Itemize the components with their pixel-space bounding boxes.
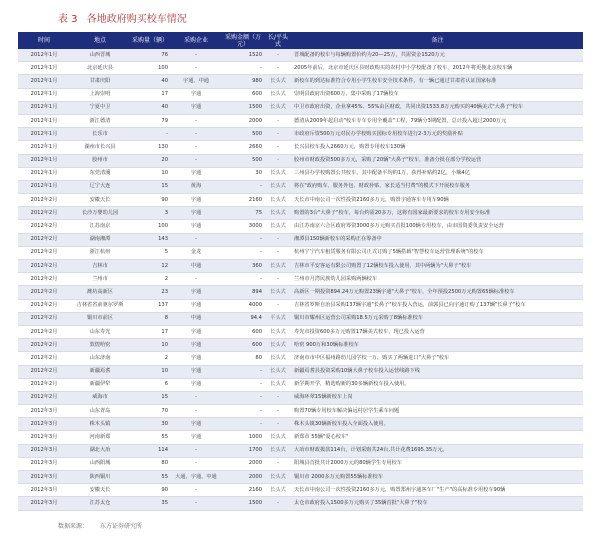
cell-quantity: 40 [130, 101, 170, 114]
table-row [18, 484, 583, 497]
cell-quantity: 55 [130, 471, 170, 484]
table-row [18, 325, 583, 338]
cell-location: 株木头镇 [70, 418, 130, 431]
cell-location: 上海崇明 [70, 88, 130, 101]
cell-amount: 1500 [222, 101, 264, 114]
cell-head-type: - [264, 405, 292, 418]
cell-quantity: 130 [130, 141, 170, 154]
cell-quantity: 3 [130, 207, 170, 220]
table-row [18, 352, 583, 365]
cell-date: 2012年3月 [18, 484, 70, 497]
table-body [18, 49, 583, 510]
header-amount: 采购金额（万元） [222, 32, 264, 49]
header-remarks: 备注 [292, 32, 583, 49]
source-label: 数据来源： [58, 523, 89, 530]
cell-date: 2012年2月 [18, 339, 70, 352]
cell-date: 2012年3月 [18, 405, 70, 418]
cell-date: 2012年1月 [18, 167, 70, 180]
cell-date: 2012年3月 [18, 444, 70, 457]
cell-amount: 30 [222, 167, 264, 180]
cell-quantity: 8 [130, 312, 170, 325]
cell-quantity: - [130, 128, 170, 141]
cell-date: 2012年1月 [18, 49, 70, 62]
cell-head-type: - [264, 114, 292, 127]
cell-quantity: 23 [130, 286, 170, 299]
cell-location: 山西阳城 [70, 457, 130, 470]
cell-head-type: - [264, 233, 292, 246]
cell-location: 东莞清溪 [70, 167, 130, 180]
cell-quantity: 17 [130, 88, 170, 101]
cell-amount: 2160 [222, 484, 264, 497]
cell-head-type: - [264, 154, 292, 167]
cell-head-type: - [264, 246, 292, 259]
cell-location: 新疆焉耆 [70, 365, 130, 378]
cell-date: 2012年1月 [18, 101, 70, 114]
cell-vendor: 宇通 [170, 167, 222, 180]
cell-date: 2012年3月 [18, 418, 70, 431]
cell-quantity: 137 [130, 299, 170, 312]
table-row [18, 497, 583, 510]
cell-vendor: 大通、宇通、中通 [170, 471, 222, 484]
cell-head-type: 长头式 [264, 207, 292, 220]
cell-location: 河南新郑 [70, 431, 130, 444]
cell-vendor: - [170, 273, 222, 286]
cell-quantity: 15 [130, 180, 170, 193]
cell-amount: 2160 [222, 194, 264, 207]
cell-date: 2012年1月 [18, 154, 70, 167]
cell-location: 威海市 [70, 391, 130, 404]
cell-remarks: 购置的3台"大鼻子"校车，每台约需20多万，这将有国家最新要求的校车专用安全标准 [292, 207, 583, 220]
cell-amount: 2000 [222, 471, 264, 484]
table-row [18, 88, 583, 101]
cell-remarks: 吉林市平安客运有限公司购置了12辆校车投入使用，其中两辆为"大鼻子"校车 [292, 260, 583, 273]
cell-amount: - [222, 62, 264, 75]
table-row [18, 62, 583, 75]
cell-vendor: 宇通 [170, 88, 222, 101]
table-row [18, 207, 583, 220]
cell-vendor: 宇通 [170, 286, 222, 299]
cell-vendor: - [170, 154, 222, 167]
cell-head-type: - [264, 141, 292, 154]
cell-location: 山东济南 [70, 352, 130, 365]
table-row [18, 128, 583, 141]
cell-remarks: 大冶市财政拨款114台，计划采购共24台,共计花费1695.35万元。 [292, 444, 583, 457]
cell-amount: 75 [222, 207, 264, 220]
table-row [18, 431, 583, 444]
cell-vendor: 中通 [170, 312, 222, 325]
table-row [18, 457, 583, 470]
cell-head-type: 长头式 [264, 365, 292, 378]
table-row [18, 273, 583, 286]
cell-head-type: 长头式 [264, 339, 292, 352]
cell-remarks: 将在"政府购车、服务外包、财政补贴、家长适当付费"的模式下开展校车服务 [292, 180, 583, 193]
cell-location: 湖州市长兴县 [70, 141, 130, 154]
cell-vendor: 金龙 [170, 246, 222, 259]
cell-remarks: 株木头镇30辆新校车投入全面投入使用。 [292, 418, 583, 431]
cell-vendor: - [170, 457, 222, 470]
cell-remarks: 三州县办学校购置公共校车，其中配备平均约1万，获得补贴约2亿，小额4亿 [292, 167, 583, 180]
cell-remarks: 铜川市 2000多万元购置55辆标准校车 [292, 471, 583, 484]
cell-head-type: - [264, 391, 292, 404]
cell-head-type: 长头式 [264, 194, 292, 207]
cell-head-type: 长头式 [264, 444, 292, 457]
cell-vendor: - [170, 405, 222, 418]
cell-date: 2012年1月 [18, 180, 70, 193]
cell-vendor: - [170, 497, 222, 510]
cell-location: 浙江德清 [70, 114, 130, 127]
cell-location: 吉林省省前驱尔罗斯 [70, 299, 130, 312]
cell-vendor: - [170, 141, 222, 154]
cell-quantity: 20 [130, 154, 170, 167]
cell-amount: - [222, 180, 264, 193]
cell-amount: 2660 [222, 141, 264, 154]
cell-location: 浙江杭州 [70, 246, 130, 259]
cell-quantity: 10 [130, 339, 170, 352]
cell-amount: 94.4 [222, 312, 264, 325]
cell-remarks: 购置70辆专用校车解决偏远村居学生乘车问题 [292, 405, 583, 418]
table-row [18, 101, 583, 114]
cell-amount: - [222, 418, 264, 431]
cell-amount: 2000 [222, 114, 264, 127]
cell-vendor: - [170, 114, 222, 127]
cell-location: 北京延庆县 [70, 62, 130, 75]
cell-location: 辽宁大连 [70, 180, 130, 193]
cell-head-type: 长头式 [264, 88, 292, 101]
cell-location: 新疆伊犁 [70, 378, 130, 391]
table-row [18, 114, 583, 127]
header-vendor: 采购企业 [170, 32, 222, 49]
cell-remarks: 太仓市政府投入1500多万元购买了35辆首批"大鼻子"校车 [292, 497, 583, 510]
cell-location: 江苏太仓 [70, 497, 130, 510]
table-row [18, 220, 583, 233]
cell-vendor: 宇通 [170, 352, 222, 365]
cell-remarks: 湘潭县150辆新校车的采购正在筹备中 [292, 233, 583, 246]
cell-date: 2012年1月 [18, 128, 70, 141]
cell-amount: - [222, 273, 264, 286]
cell-amount: - [222, 233, 264, 246]
cell-quantity: 100 [130, 220, 170, 233]
cell-date: 2012年2月 [18, 312, 70, 325]
cell-remarks: 天长市中南公司一次性投资2160多万元，购置宇通客车专用车90辆 [292, 194, 583, 207]
cell-vendor: 宇通 [170, 365, 222, 378]
cell-head-type: 长头式 [264, 325, 292, 338]
cell-remarks: 威海环翠15辆新校车上岗 [292, 391, 583, 404]
cell-amount: 360 [222, 260, 264, 273]
cell-amount: - [222, 365, 264, 378]
cell-location: 陕西铜川 [70, 471, 130, 484]
cell-quantity: 35 [130, 497, 170, 510]
cell-quantity: 10 [130, 167, 170, 180]
cell-remarks: 兰州市月湾民族幼儿园采购两辆校车 [292, 273, 583, 286]
cell-head-type: 长头式 [264, 471, 292, 484]
cell-date: 2012年2月 [18, 299, 70, 312]
cell-date: 2012年2月 [18, 233, 70, 246]
header-location: 地点 [70, 32, 130, 49]
table-row [18, 339, 583, 352]
table-row [18, 299, 583, 312]
cell-date: 2012年2月 [18, 260, 70, 273]
cell-amount: 894 [222, 286, 264, 299]
cell-quantity: 80 [130, 457, 170, 470]
cell-vendor: - [170, 233, 222, 246]
cell-head-type: 长头式 [264, 484, 292, 497]
cell-location: 长乐市 [70, 128, 130, 141]
cell-head-type: 平头式 [264, 312, 292, 325]
cell-vendor: 宇通 [170, 220, 222, 233]
cell-amount: 500 [222, 128, 264, 141]
cell-quantity: 143 [130, 233, 170, 246]
cell-amount: 1520 [222, 49, 264, 62]
cell-date: 2012年2月 [18, 273, 70, 286]
cell-head-type: - [264, 62, 292, 75]
table-row [18, 378, 583, 391]
cell-location: 胶州市 [70, 154, 130, 167]
cell-date: 2012年3月 [18, 497, 70, 510]
source-text: 东方证券研究所 [99, 523, 142, 530]
cell-quantity: 90 [130, 194, 170, 207]
cell-remarks: 铜川市耀州区运营公司采购18.5万元采购了8辆标准校车 [292, 312, 583, 325]
table-row [18, 246, 583, 259]
cell-quantity: 90 [130, 484, 170, 497]
cell-vendor: 宇通 [170, 431, 222, 444]
cell-head-type: 长头式 [264, 378, 292, 391]
cell-quantity: 114 [130, 444, 170, 457]
cell-vendor: 宇通 [170, 378, 222, 391]
cell-location: 兰州市 [70, 273, 130, 286]
cell-head-type: 长头式 [264, 220, 292, 233]
cell-head-type: 长头式 [264, 101, 292, 114]
cell-head-type: - [264, 128, 292, 141]
cell-date: 2012年2月 [18, 365, 70, 378]
cell-head-type: - [264, 49, 292, 62]
cell-vendor: - [170, 49, 222, 62]
header-head-type: 长/平头式 [264, 32, 292, 49]
cell-location: 山东青岛 [70, 405, 130, 418]
cell-vendor: 宇通 [170, 339, 222, 352]
cell-date: 2012年2月 [18, 207, 70, 220]
cell-amount: 4000 [222, 299, 264, 312]
cell-remarks: 新校车的到达标准符合专用小学生校车安全技术条件，有一辆已通过甘肃省认证国家标准 [292, 75, 583, 88]
cell-head-type: 长头式 [264, 75, 292, 88]
table-row [18, 286, 583, 299]
cell-quantity: 6 [130, 378, 170, 391]
cell-date: 2012年3月 [18, 471, 70, 484]
cell-date: 2012年3月 [18, 431, 70, 444]
table-row [18, 418, 583, 431]
cell-location: 山东寿光 [70, 325, 130, 338]
cell-quantity: 30 [130, 418, 170, 431]
cell-remarks: 胶州市财政投资500多万元，采购了20辆"大鼻子"校车，准备分批在部分学校运营 [292, 154, 583, 167]
cell-remarks: 济南市市中区福州路幼儿园学校一万，购买了两辆进口"大鼻子"校车 [292, 352, 583, 365]
cell-amount: 600 [222, 339, 264, 352]
table-row [18, 49, 583, 62]
cell-date: 2012年2月 [18, 325, 70, 338]
cell-head-type: 长头式 [264, 167, 292, 180]
cell-vendor: 宇通 [170, 194, 222, 207]
cell-date: 2012年2月 [18, 378, 70, 391]
cell-head-type: - [264, 497, 292, 510]
cell-date: 2012年1月 [18, 141, 70, 154]
cell-remarks: 天长市中南公司一次性投资2160多万元，购置郑州宇通客车厂"生产"的高标准专用校车90辆 [292, 484, 583, 497]
cell-amount: 2000 [222, 457, 264, 470]
cell-location: 湖南湘潭 [70, 233, 130, 246]
cell-vendor: 宇通 [170, 207, 222, 220]
cell-date: 2012年2月 [18, 391, 70, 404]
source-note [58, 521, 142, 530]
cell-vendor: 宇通 [170, 325, 222, 338]
cell-head-type: - [264, 299, 292, 312]
table-row [18, 405, 583, 418]
cell-head-type: - [264, 457, 292, 470]
cell-quantity: 15 [130, 391, 170, 404]
table-row [18, 365, 583, 378]
cell-amount: 600 [222, 88, 264, 101]
cell-quantity: 79 [130, 114, 170, 127]
cell-vendor: 黄海 [170, 180, 222, 193]
cell-location: 甘肃庆阳 [70, 75, 130, 88]
cell-quantity: 10 [130, 365, 170, 378]
cell-amount: 1500 [222, 497, 264, 510]
cell-vendor: - [170, 391, 222, 404]
cell-location: 吉林市 [70, 260, 130, 273]
table-row [18, 391, 583, 404]
cell-amount: - [222, 391, 264, 404]
cell-remarks: 阳城县首批共计2000万元的80辆学生专用校车 [292, 457, 583, 470]
table-row [18, 312, 583, 325]
table-row [18, 233, 583, 246]
table-row [18, 260, 583, 273]
cell-date: 2012年1月 [18, 75, 70, 88]
cell-head-type: 长头式 [264, 352, 292, 365]
cell-remarks: 吉林省罗斯自治县采购137辆宇通"长鼻子"校车投入营运，前郭县已向宇通订购了137辆"长鼻子"校车 [292, 299, 583, 312]
table-header-row [18, 32, 583, 49]
cell-date: 2012年2月 [18, 286, 70, 299]
table-row [18, 154, 583, 167]
cell-quantity: 100 [130, 62, 170, 75]
cell-location: 长沙万婴幼儿园 [70, 207, 130, 220]
cell-quantity: 55 [130, 431, 170, 444]
cell-date: 2012年1月 [18, 62, 70, 75]
cell-vendor: 宇通 [170, 101, 222, 114]
table-row [18, 444, 583, 457]
table-row [18, 141, 583, 154]
school-bus-purchase-table [18, 32, 583, 511]
cell-amount: 3000 [222, 220, 264, 233]
cell-location: 铜川市前区 [70, 312, 130, 325]
cell-amount: 80 [222, 352, 264, 365]
cell-remarks: 新疆焉耆县投资采购10辆大鼻子校车投入运营线路下线 [292, 365, 583, 378]
cell-remarks: 晋城配备的校车与每辆购置价约为20—25万，共需资金1520万元 [292, 49, 583, 62]
cell-remarks: 新郑市 55辆"爱心校车" [292, 431, 583, 444]
cell-location: 山西晋城 [70, 49, 130, 62]
table-title [58, 10, 187, 25]
cell-remarks: 长兴县校车投入2660万元，购置专用校车130辆 [292, 141, 583, 154]
cell-location: 宁夏中卫 [70, 101, 130, 114]
cell-remarks: 中卫市政府出资，企业拿45%、55%由区财政，共同出资1533.8万元购买的40辆美式"大鼻子"校车 [292, 101, 583, 114]
cell-quantity: 40 [130, 75, 170, 88]
cell-vendor: 宇通 [170, 299, 222, 312]
cell-quantity: 76 [130, 49, 170, 62]
header-quantity: 采购量（辆） [130, 32, 170, 49]
cell-amount: 600 [222, 325, 264, 338]
cell-date: 2012年3月 [18, 457, 70, 470]
cell-vendor: 宇通、中通 [170, 75, 222, 88]
table-row [18, 180, 583, 193]
cell-location: 潍坊高新区 [70, 286, 130, 299]
cell-head-type: 长头式 [264, 286, 292, 299]
cell-remarks: 哈密 900万和30辆标准校车 [292, 339, 583, 352]
cell-amount: - [222, 405, 264, 418]
header-date: 时间 [18, 32, 70, 49]
cell-vendor: - [170, 484, 222, 497]
cell-amount: 1700 [222, 444, 264, 457]
cell-vendor: 宇通 [170, 418, 222, 431]
cell-amount: 980 [222, 75, 264, 88]
cell-quantity: 2 [130, 352, 170, 365]
table-number: 表 3 [58, 14, 78, 25]
table-row [18, 194, 583, 207]
cell-head-type: - [264, 418, 292, 431]
cell-remarks: 高新区一期投资894.24万元购置23辆宇通"大鼻子"校车，全年预投2500万元购置65辆标准校车 [292, 286, 583, 299]
cell-quantity: 2 [130, 273, 170, 286]
cell-date: 2012年2月 [18, 246, 70, 259]
cell-location: 敦煌哈密 [70, 339, 130, 352]
cell-quantity: 5 [130, 246, 170, 259]
cell-date: 2012年1月 [18, 88, 70, 101]
table-row [18, 471, 583, 484]
cell-quantity: 70 [130, 405, 170, 418]
cell-remarks: 2005年前后，北京市延庆区县财政购买的农村中小学校配备了校车，2012年将更换北京校车辆 [292, 62, 583, 75]
cell-vendor: - [170, 128, 222, 141]
cell-quantity: 17 [130, 325, 170, 338]
cell-head-type: 长头式 [264, 180, 292, 193]
cell-remarks: 新学期开学，精选购新的30多辆新校车投入使用。 [292, 378, 583, 391]
cell-head-type: - [264, 273, 292, 286]
cell-remarks: 寿光市投资600多万元购置17辆美式校车，现已投入运营 [292, 325, 583, 338]
cell-amount: - [222, 378, 264, 391]
cell-amount: 500 [222, 154, 264, 167]
cell-location: 湖北大冶 [70, 444, 130, 457]
cell-amount: - [222, 246, 264, 259]
cell-vendor: 中通 [170, 260, 222, 273]
cell-remarks: 由江苏南京六合区政府筹资3000多万元购买首批100辆专用校车，由市国资委负责安全运营 [292, 220, 583, 233]
cell-remarks: 市政府斥资500万元对民办学校购买国标专用校车进行2-3万元的奖励补贴 [292, 128, 583, 141]
cell-location: 安徽天长 [70, 484, 130, 497]
cell-head-type: 长头式 [264, 431, 292, 444]
cell-remarks: 德清从2009年起启动"校车专车专用全覆盖"工程，79辆分3期配置，总计投入超过2000万元 [292, 114, 583, 127]
table-title-text: 各地政府购买校车情况 [86, 14, 187, 25]
table-row [18, 75, 583, 88]
cell-remarks: 崇明县政府出资600万，集中采购了17辆校车 [292, 88, 583, 101]
cell-date: 2012年1月 [18, 114, 70, 127]
cell-vendor: - [170, 62, 222, 75]
cell-date: 2012年2月 [18, 220, 70, 233]
cell-vendor: - [170, 444, 222, 457]
cell-date: 2012年2月 [18, 194, 70, 207]
cell-location: 江苏南京 [70, 220, 130, 233]
cell-amount: 1000 [222, 431, 264, 444]
cell-head-type: 长头式 [264, 260, 292, 273]
cell-location: 安徽天长 [70, 194, 130, 207]
table-row [18, 167, 583, 180]
cell-date: 2012年2月 [18, 352, 70, 365]
cell-remarks: 杭州宁宁汽车租赁服务有限公司正式订购了5辆搭载"智慧校车运营管理系统"的校车 [292, 246, 583, 259]
cell-quantity: 12 [130, 260, 170, 273]
